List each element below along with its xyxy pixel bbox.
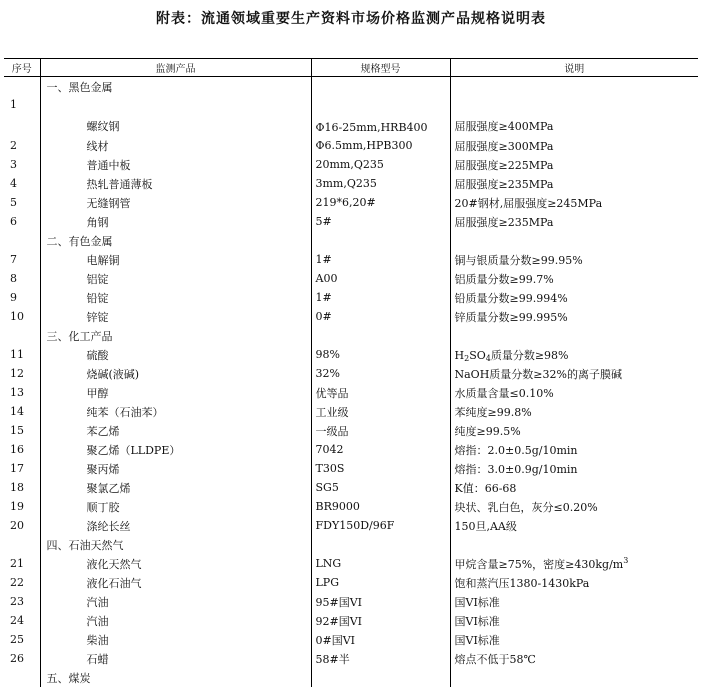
table-row xyxy=(4,96,698,136)
cell-spec: 32% xyxy=(311,364,450,383)
cell-product: 角钢 xyxy=(40,212,311,231)
cell-product: 螺纹钢 xyxy=(40,96,311,136)
cell-description: $H_2SO_4$质量分数≥98% xyxy=(450,345,698,364)
page-title: 附表：流通领域重要生产资料市场价格监测产品规格说明表 xyxy=(0,8,702,28)
category-row xyxy=(4,535,698,554)
cell-seq: 15 xyxy=(4,421,40,440)
cell-description: 屈服强度≥225MPa xyxy=(450,155,698,174)
table-row xyxy=(4,136,698,155)
cell-description: 饱和蒸汽压1380-1430kPa xyxy=(450,573,698,592)
cell-description: 水质量含量≤0.10% xyxy=(450,383,698,402)
cell-spec: 工业级 xyxy=(311,402,450,421)
table-row xyxy=(4,345,698,364)
cell-product: 电解铜 xyxy=(40,250,311,269)
cell-product: 线材 xyxy=(40,136,311,155)
table-row xyxy=(4,193,698,212)
cell-description xyxy=(450,77,698,97)
cell-seq: 7 xyxy=(4,250,40,269)
cell-seq: 5 xyxy=(4,193,40,212)
cell-description: 铝质量分数≥99.7% xyxy=(450,269,698,288)
cell-product: 液化天然气 xyxy=(40,554,311,573)
cell-spec xyxy=(311,668,450,687)
cell-spec: LNG xyxy=(311,554,450,573)
cell-product: 聚氯乙烯 xyxy=(40,478,311,497)
cell-spec: 5# xyxy=(311,212,450,231)
cell-product: 液化石油气 xyxy=(40,573,311,592)
spec-table xyxy=(4,58,698,687)
table-row xyxy=(4,573,698,592)
cell-spec: 优等品 xyxy=(311,383,450,402)
table-row xyxy=(4,155,698,174)
table-row xyxy=(4,611,698,630)
table-row xyxy=(4,421,698,440)
cell-spec xyxy=(311,77,450,97)
table-row xyxy=(4,516,698,535)
category-label: 五、煤炭 xyxy=(40,668,311,687)
table-row xyxy=(4,307,698,326)
cell-description: 国VI标准 xyxy=(450,611,698,630)
cell-description: 铅质量分数≥99.994% xyxy=(450,288,698,307)
cell-spec xyxy=(311,231,450,250)
table-header-row xyxy=(4,59,698,77)
category-row xyxy=(4,77,698,97)
cell-seq: 26 xyxy=(4,649,40,668)
cell-product: 聚乙烯（LLDPE） xyxy=(40,440,311,459)
cell-product: 烧碱(液碱) xyxy=(40,364,311,383)
table-row xyxy=(4,630,698,649)
cell-seq: 21 xyxy=(4,554,40,573)
category-label: 二、有色金属 xyxy=(40,231,311,250)
cell-spec: T30S xyxy=(311,459,450,478)
cell-seq: 19 xyxy=(4,497,40,516)
cell-description xyxy=(450,668,698,687)
table-row xyxy=(4,212,698,231)
cell-seq xyxy=(4,231,40,250)
cell-description: 甲烷含量≥75%，密度$\ge 430kg/m^3$ xyxy=(450,554,698,573)
cell-product: 纯苯（石油苯） xyxy=(40,402,311,421)
cell-spec: 20mm,Q235 xyxy=(311,155,450,174)
cell-product: 甲醇 xyxy=(40,383,311,402)
cell-product: 铝锭 xyxy=(40,269,311,288)
cell-description xyxy=(450,326,698,345)
category-label: 一、黑色金属 xyxy=(40,77,311,97)
cell-seq xyxy=(4,668,40,687)
cell-description: 屈服强度≥300MPa xyxy=(450,136,698,155)
cell-product: 汽油 xyxy=(40,592,311,611)
table-row xyxy=(4,478,698,497)
cell-description: 苯纯度≥99.8% xyxy=(450,402,698,421)
cell-spec: Φ16-25mm,HRB400 xyxy=(311,96,450,136)
cell-seq: 18 xyxy=(4,478,40,497)
header-product: 监测产品 xyxy=(40,59,311,77)
cell-spec: 1# xyxy=(311,288,450,307)
cell-product: 聚丙烯 xyxy=(40,459,311,478)
cell-seq: 4 xyxy=(4,174,40,193)
table-row xyxy=(4,592,698,611)
cell-description: 20#钢材,屈服强度≥245MPa xyxy=(450,193,698,212)
table-row xyxy=(4,364,698,383)
cell-spec: SG5 xyxy=(311,478,450,497)
cell-seq xyxy=(4,535,40,554)
cell-spec: LPG xyxy=(311,573,450,592)
cell-description: 国VI标准 xyxy=(450,592,698,611)
cell-seq: 24 xyxy=(4,611,40,630)
table-row xyxy=(4,288,698,307)
cell-product: 石蜡 xyxy=(40,649,311,668)
table-row xyxy=(4,174,698,193)
cell-spec: 0#国VI xyxy=(311,630,450,649)
cell-spec: A00 xyxy=(311,269,450,288)
cell-description: 屈服强度≥400MPa xyxy=(450,96,698,136)
cell-seq: 2 xyxy=(4,136,40,155)
cell-product: 柴油 xyxy=(40,630,311,649)
cell-spec: FDY150D/96F xyxy=(311,516,450,535)
cell-seq: 14 xyxy=(4,402,40,421)
cell-description: 纯度≥99.5% xyxy=(450,421,698,440)
category-row xyxy=(4,668,698,687)
cell-product: 锌锭 xyxy=(40,307,311,326)
cell-spec: Φ6.5mm,HPB300 xyxy=(311,136,450,155)
cell-description xyxy=(450,231,698,250)
cell-spec xyxy=(311,326,450,345)
category-label: 四、石油天然气 xyxy=(40,535,311,554)
table-body xyxy=(4,77,698,687)
cell-seq: 22 xyxy=(4,573,40,592)
cell-seq xyxy=(4,77,40,97)
table-row xyxy=(4,459,698,478)
cell-product: 顺丁胶 xyxy=(40,497,311,516)
cell-seq: 23 xyxy=(4,592,40,611)
table-row xyxy=(4,402,698,421)
cell-seq: 16 xyxy=(4,440,40,459)
cell-description: 熔指：2.0±0.5g/10min xyxy=(450,440,698,459)
cell-description: K值：66-68 xyxy=(450,478,698,497)
cell-spec: 58#半 xyxy=(311,649,450,668)
cell-product: 热轧普通薄板 xyxy=(40,174,311,193)
cell-description: 熔指：3.0±0.9g/10min xyxy=(450,459,698,478)
cell-description: 屈服强度≥235MPa xyxy=(450,174,698,193)
header-seq: 序号 xyxy=(4,59,40,77)
table-row xyxy=(4,649,698,668)
cell-description: 锌质量分数≥99.995% xyxy=(450,307,698,326)
cell-seq: 6 xyxy=(4,212,40,231)
cell-seq: 11 xyxy=(4,345,40,364)
cell-seq: 17 xyxy=(4,459,40,478)
category-row xyxy=(4,326,698,345)
cell-product: 普通中板 xyxy=(40,155,311,174)
cell-spec: 一级品 xyxy=(311,421,450,440)
cell-seq xyxy=(4,326,40,345)
cell-seq: 12 xyxy=(4,364,40,383)
cell-description: 屈服强度≥235MPa xyxy=(450,212,698,231)
cell-seq: 20 xyxy=(4,516,40,535)
cell-seq: 13 xyxy=(4,383,40,402)
table-row xyxy=(4,269,698,288)
cell-product: 铅锭 xyxy=(40,288,311,307)
cell-product: 苯乙烯 xyxy=(40,421,311,440)
table-row xyxy=(4,250,698,269)
cell-spec xyxy=(311,535,450,554)
cell-spec: 98% xyxy=(311,345,450,364)
cell-seq: 8 xyxy=(4,269,40,288)
category-label: 三、化工产品 xyxy=(40,326,311,345)
cell-description: 铜与银质量分数≥99.95% xyxy=(450,250,698,269)
cell-seq: 3 xyxy=(4,155,40,174)
table-row xyxy=(4,440,698,459)
header-description: 说明 xyxy=(450,59,698,77)
cell-description: 熔点不低于58℃ xyxy=(450,649,698,668)
cell-spec: 3mm,Q235 xyxy=(311,174,450,193)
table-row xyxy=(4,554,698,573)
cell-seq: 9 xyxy=(4,288,40,307)
cell-product: 汽油 xyxy=(40,611,311,630)
cell-spec: 92#国VI xyxy=(311,611,450,630)
cell-spec: 7042 xyxy=(311,440,450,459)
cell-description: 150旦,AA级 xyxy=(450,516,698,535)
cell-description: NaOH质量分数≥32%的离子膜碱 xyxy=(450,364,698,383)
cell-description xyxy=(450,535,698,554)
cell-product: 涤纶长丝 xyxy=(40,516,311,535)
cell-spec: BR9000 xyxy=(311,497,450,516)
cell-seq: 1 xyxy=(4,96,40,136)
cell-description: 块状、乳白色，灰分≤0.20% xyxy=(450,497,698,516)
cell-seq: 25 xyxy=(4,630,40,649)
table-row xyxy=(4,497,698,516)
cell-spec: 1# xyxy=(311,250,450,269)
cell-spec: 95#国VI xyxy=(311,592,450,611)
cell-spec: 0# xyxy=(311,307,450,326)
cell-description: 国VI标准 xyxy=(450,630,698,649)
header-spec: 规格型号 xyxy=(311,59,450,77)
cell-seq: 10 xyxy=(4,307,40,326)
category-row xyxy=(4,231,698,250)
cell-product: 无缝钢管 xyxy=(40,193,311,212)
cell-product: 硫酸 xyxy=(40,345,311,364)
cell-spec: 219*6,20# xyxy=(311,193,450,212)
table-row xyxy=(4,383,698,402)
